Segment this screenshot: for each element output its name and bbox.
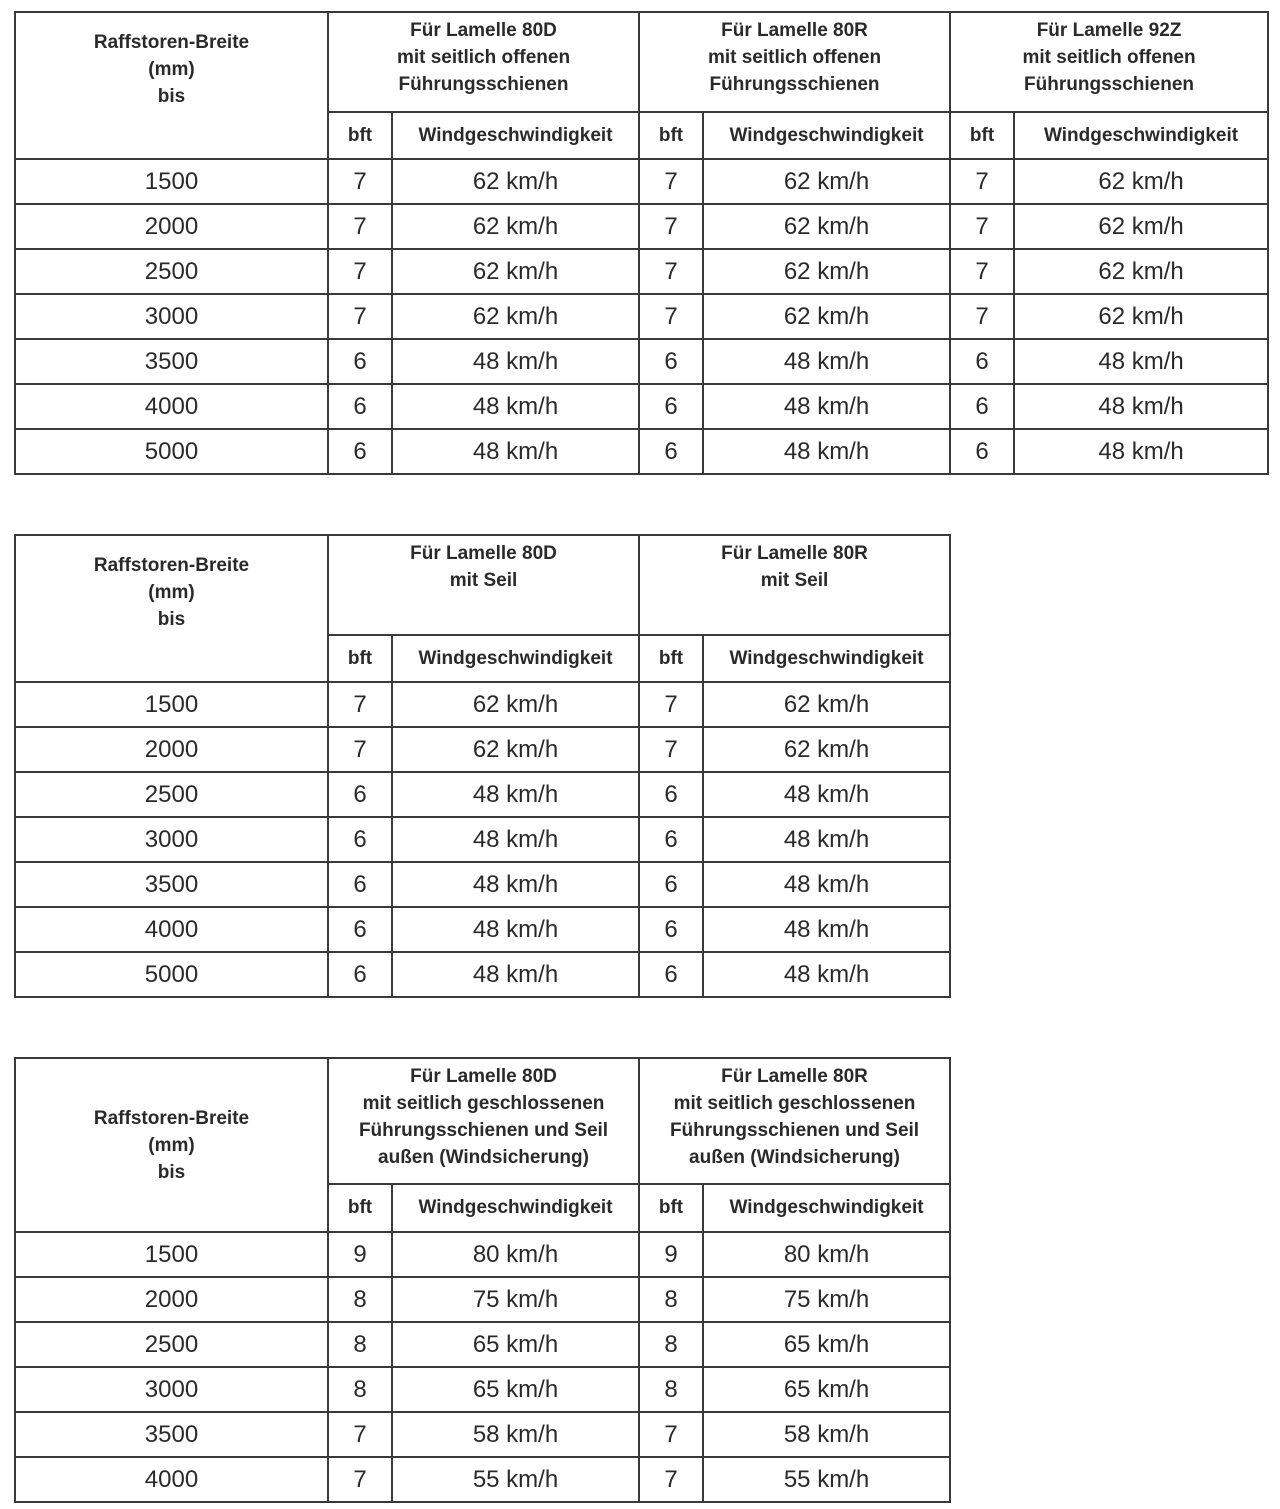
wind-speed-cell: 65 km/h xyxy=(703,1367,950,1412)
wind-speed-cell: 75 km/h xyxy=(392,1277,639,1322)
bft-cell: 6 xyxy=(639,952,703,997)
bft-cell: 7 xyxy=(639,682,703,727)
bft-cell: 8 xyxy=(328,1322,392,1367)
bft-cell: 7 xyxy=(639,1457,703,1502)
bft-cell: 9 xyxy=(328,1232,392,1277)
width-cell: 3000 xyxy=(15,294,328,339)
wind-speed-cell: 48 km/h xyxy=(703,817,950,862)
wind-speed-cell: 75 km/h xyxy=(703,1277,950,1322)
bft-cell: 6 xyxy=(639,907,703,952)
group-header-line: Führungsschienen xyxy=(709,74,880,95)
bft-cell: 7 xyxy=(950,294,1014,339)
width-cell: 1500 xyxy=(15,1232,328,1277)
wind-speed-cell: 48 km/h xyxy=(1014,384,1268,429)
bft-cell: 7 xyxy=(328,1457,392,1502)
bft-cell: 7 xyxy=(328,204,392,249)
bft-header: bft xyxy=(328,635,392,682)
wind-speed-cell: 48 km/h xyxy=(703,339,950,384)
width-cell: 2500 xyxy=(15,249,328,294)
width-column-header xyxy=(15,1058,328,1232)
bft-cell: 7 xyxy=(639,294,703,339)
wind-speed-cell: 62 km/h xyxy=(703,249,950,294)
bft-cell: 6 xyxy=(328,339,392,384)
bft-cell: 8 xyxy=(639,1322,703,1367)
table-row xyxy=(15,907,950,952)
width-header-line: (mm) xyxy=(148,582,195,603)
bft-header: bft xyxy=(639,1184,703,1232)
group-header-line: mit Seil xyxy=(449,570,518,591)
table-row xyxy=(15,159,1268,204)
wind-table-rope xyxy=(14,534,951,998)
wind-speed-cell: 48 km/h xyxy=(392,907,639,952)
bft-cell: 6 xyxy=(639,862,703,907)
width-column-header xyxy=(15,12,328,159)
table-row xyxy=(15,862,950,907)
wind-speed-cell: 65 km/h xyxy=(703,1322,950,1367)
group-header-line: Führungsschienen xyxy=(398,74,569,95)
bft-header: bft xyxy=(639,112,703,159)
bft-cell: 6 xyxy=(950,339,1014,384)
bft-cell: 6 xyxy=(639,772,703,817)
table-row xyxy=(15,429,1268,474)
wind-speed-cell: 62 km/h xyxy=(392,294,639,339)
bft-cell: 7 xyxy=(639,727,703,772)
bft-header: bft xyxy=(328,1184,392,1232)
wind-speed-cell: 48 km/h xyxy=(392,772,639,817)
table-row xyxy=(15,1322,950,1367)
width-cell: 1500 xyxy=(15,682,328,727)
table-row xyxy=(15,772,950,817)
width-cell: 4000 xyxy=(15,384,328,429)
wind-table-open-rails xyxy=(14,11,1269,475)
table-row xyxy=(15,727,950,772)
wind-speed-cell: 62 km/h xyxy=(392,159,639,204)
wind-speed-header: Windgeschwindigkeit xyxy=(392,635,639,682)
group-header-line: mit Seil xyxy=(760,570,829,591)
wind-speed-cell: 62 km/h xyxy=(703,204,950,249)
group-header-line: Für Lamelle 80D xyxy=(410,543,557,564)
wind-speed-header: Windgeschwindigkeit xyxy=(392,112,639,159)
bft-cell: 6 xyxy=(950,384,1014,429)
table-row xyxy=(15,294,1268,339)
wind-speed-cell: 48 km/h xyxy=(392,384,639,429)
bft-cell: 8 xyxy=(328,1367,392,1412)
wind-speed-header: Windgeschwindigkeit xyxy=(1014,112,1268,159)
wind-speed-header: Windgeschwindigkeit xyxy=(392,1184,639,1232)
wind-speed-cell: 65 km/h xyxy=(392,1367,639,1412)
width-header-line: Raffstoren-Breite xyxy=(93,555,250,576)
bft-cell: 7 xyxy=(328,727,392,772)
width-cell: 3000 xyxy=(15,817,328,862)
width-cell: 2000 xyxy=(15,204,328,249)
bft-cell: 7 xyxy=(950,249,1014,294)
bft-cell: 7 xyxy=(328,1412,392,1457)
wind-speed-cell: 80 km/h xyxy=(703,1232,950,1277)
wind-speed-cell: 48 km/h xyxy=(392,339,639,384)
bft-cell: 7 xyxy=(328,682,392,727)
group-header-line: Führungsschienen und Seil xyxy=(669,1120,920,1141)
table-row xyxy=(15,1367,950,1412)
bft-cell: 6 xyxy=(328,862,392,907)
table-row xyxy=(15,339,1268,384)
wind-speed-cell: 55 km/h xyxy=(703,1457,950,1502)
group-header-line: Für Lamelle 80D xyxy=(410,20,557,41)
bft-cell: 6 xyxy=(639,429,703,474)
group-header-80r-rope xyxy=(639,535,950,635)
wind-speed-cell: 58 km/h xyxy=(392,1412,639,1457)
wind-speed-cell: 62 km/h xyxy=(1014,294,1268,339)
bft-cell: 7 xyxy=(639,249,703,294)
wind-speed-cell: 55 km/h xyxy=(392,1457,639,1502)
width-cell: 3500 xyxy=(15,1412,328,1457)
bft-cell: 7 xyxy=(639,204,703,249)
wind-speed-cell: 62 km/h xyxy=(703,159,950,204)
wind-speed-cell: 62 km/h xyxy=(703,682,950,727)
wind-speed-cell: 62 km/h xyxy=(392,249,639,294)
wind-speed-cell: 48 km/h xyxy=(703,862,950,907)
wind-speed-cell: 62 km/h xyxy=(1014,249,1268,294)
width-cell: 3000 xyxy=(15,1367,328,1412)
table-row xyxy=(15,1232,950,1277)
width-header-line: bis xyxy=(157,86,186,107)
width-cell: 5000 xyxy=(15,952,328,997)
wind-speed-cell: 48 km/h xyxy=(703,384,950,429)
width-header-line: Raffstoren-Breite xyxy=(93,32,250,53)
bft-cell: 7 xyxy=(328,294,392,339)
bft-header: bft xyxy=(328,112,392,159)
group-header-line: außen (Windsicherung) xyxy=(689,1147,900,1168)
width-header-line: (mm) xyxy=(148,59,195,80)
wind-speed-cell: 65 km/h xyxy=(392,1322,639,1367)
wind-speed-cell: 62 km/h xyxy=(392,682,639,727)
group-header-line: mit seitlich offenen xyxy=(1022,47,1196,68)
wind-speed-cell: 62 km/h xyxy=(703,727,950,772)
wind-speed-cell: 58 km/h xyxy=(703,1412,950,1457)
width-cell: 2500 xyxy=(15,1322,328,1367)
bft-header: bft xyxy=(950,112,1014,159)
table-row xyxy=(15,952,950,997)
table-row xyxy=(15,1277,950,1322)
width-cell: 1500 xyxy=(15,159,328,204)
width-cell: 2000 xyxy=(15,727,328,772)
wind-speed-cell: 62 km/h xyxy=(1014,204,1268,249)
group-header-80d xyxy=(328,12,639,112)
wind-speed-header: Windgeschwindigkeit xyxy=(703,112,950,159)
wind-speed-cell: 48 km/h xyxy=(1014,429,1268,474)
width-cell: 3500 xyxy=(15,339,328,384)
group-header-line: mit seitlich geschlossenen xyxy=(673,1093,916,1114)
wind-speed-cell: 80 km/h xyxy=(392,1232,639,1277)
bft-cell: 6 xyxy=(639,817,703,862)
width-header-line: (mm) xyxy=(148,1134,195,1156)
wind-speed-cell: 48 km/h xyxy=(392,862,639,907)
wind-speed-cell: 62 km/h xyxy=(392,204,639,249)
group-header-92z xyxy=(950,12,1268,112)
table-row xyxy=(15,249,1268,294)
wind-speed-cell: 62 km/h xyxy=(392,727,639,772)
group-header-line: Für Lamelle 80R xyxy=(721,1066,868,1087)
bft-cell: 6 xyxy=(328,429,392,474)
width-cell: 4000 xyxy=(15,907,328,952)
bft-cell: 8 xyxy=(328,1277,392,1322)
table-row xyxy=(15,384,1268,429)
wind-speed-cell: 62 km/h xyxy=(1014,159,1268,204)
bft-cell: 8 xyxy=(639,1277,703,1322)
width-column-header xyxy=(15,535,328,682)
wind-speed-cell: 48 km/h xyxy=(703,952,950,997)
group-header-line: außen (Windsicherung) xyxy=(378,1147,589,1168)
wind-speed-cell: 48 km/h xyxy=(392,817,639,862)
bft-cell: 7 xyxy=(950,159,1014,204)
bft-cell: 6 xyxy=(950,429,1014,474)
width-cell: 2500 xyxy=(15,772,328,817)
bft-cell: 6 xyxy=(328,384,392,429)
wind-speed-cell: 62 km/h xyxy=(703,294,950,339)
bft-cell: 9 xyxy=(639,1232,703,1277)
bft-cell: 6 xyxy=(328,817,392,862)
group-header-80r-closed xyxy=(639,1058,950,1184)
group-header-line: Führungsschienen xyxy=(1024,74,1195,95)
bft-cell: 6 xyxy=(639,384,703,429)
wind-speed-cell: 48 km/h xyxy=(703,772,950,817)
width-header-line: Raffstoren-Breite xyxy=(93,1107,250,1129)
width-cell: 5000 xyxy=(15,429,328,474)
table-row xyxy=(15,1457,950,1502)
bft-cell: 6 xyxy=(639,339,703,384)
bft-header: bft xyxy=(639,635,703,682)
wind-speed-cell: 48 km/h xyxy=(703,429,950,474)
bft-cell: 7 xyxy=(639,159,703,204)
width-header-line: bis xyxy=(157,609,186,630)
group-header-line: mit seitlich offenen xyxy=(707,47,882,68)
bft-cell: 7 xyxy=(328,249,392,294)
bft-cell: 7 xyxy=(328,159,392,204)
wind-speed-cell: 48 km/h xyxy=(703,907,950,952)
table-row xyxy=(15,682,950,727)
bft-cell: 6 xyxy=(328,952,392,997)
wind-speed-header: Windgeschwindigkeit xyxy=(703,1184,950,1232)
table-row xyxy=(15,817,950,862)
group-header-line: Für Lamelle 80R xyxy=(721,543,868,564)
wind-speed-header: Windgeschwindigkeit xyxy=(703,635,950,682)
width-cell: 3500 xyxy=(15,862,328,907)
bft-cell: 6 xyxy=(328,772,392,817)
group-header-line: mit seitlich offenen xyxy=(396,47,571,68)
bft-cell: 6 xyxy=(328,907,392,952)
group-header-line: Für Lamelle 80R xyxy=(721,20,868,41)
width-header-line: bis xyxy=(157,1161,186,1183)
bft-cell: 7 xyxy=(950,204,1014,249)
group-header-line: mit seitlich geschlossenen xyxy=(362,1093,605,1114)
group-header-line: Führungsschienen und Seil xyxy=(358,1120,609,1141)
wind-table-closed-rails xyxy=(14,1057,951,1503)
wind-speed-cell: 48 km/h xyxy=(392,952,639,997)
group-header-line: Für Lamelle 92Z xyxy=(1036,20,1182,41)
bft-cell: 7 xyxy=(639,1412,703,1457)
table-row xyxy=(15,1412,950,1457)
bft-cell: 8 xyxy=(639,1367,703,1412)
width-cell: 2000 xyxy=(15,1277,328,1322)
group-header-line: Für Lamelle 80D xyxy=(410,1066,557,1087)
wind-speed-cell: 48 km/h xyxy=(392,429,639,474)
group-header-80d-rope xyxy=(328,535,639,635)
width-cell: 4000 xyxy=(15,1457,328,1502)
group-header-80r xyxy=(639,12,950,112)
group-header-80d-closed xyxy=(328,1058,639,1184)
wind-speed-cell: 48 km/h xyxy=(1014,339,1268,384)
table-row xyxy=(15,204,1268,249)
